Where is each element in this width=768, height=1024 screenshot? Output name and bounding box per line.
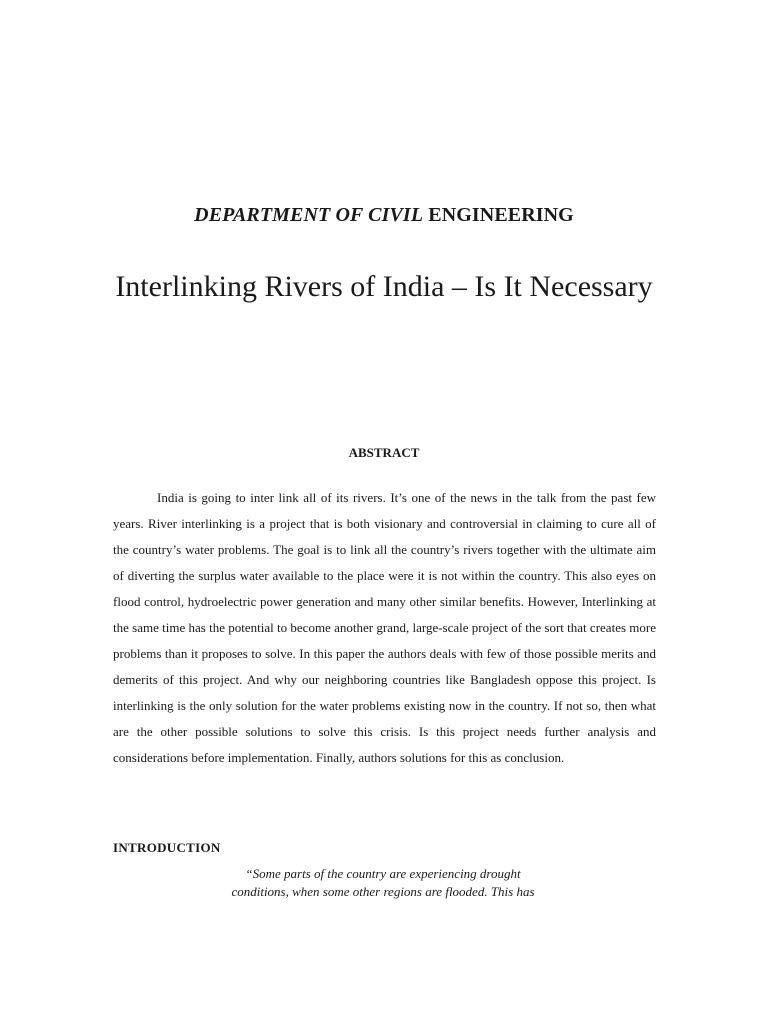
abstract-paragraph: India is going to inter link all of its rivers. It’s one of the news in the talk from the past few years. River interlinking is a project that is both visionary and controversial in claiming to cure all of the country’s water problems. The goal is to link all the country’s rivers together with the ultimate aim of diverting the surplus water available to the place were it is not within the country. This also eyes on flood control, hydroelectric power generation and many other similar benefits. However, Interlinking at the same time has the potential to become another grand, large-scale project of the sort that creates more problems than it proposes to solve. In this paper the authors deals with few of those possible merits and demerits of this project. And why our neighboring countries like Bangladesh oppose this project. Is interlinking is the only solution for the water problems existing now in the country. If not so, then what are the other possible solutions to solve this crisis. Is this project needs further analysis and considerations before implementation. Finally, authors solutions for this as conclusion. xyxy=(113,490,656,765)
paper-title: Interlinking Rivers of India – Is It Necessary xyxy=(115,270,653,303)
department-heading-italic: DEPARTMENT OF CIVIL xyxy=(194,204,424,226)
introduction-quote xyxy=(190,865,576,901)
department-heading xyxy=(0,204,768,227)
quote-line-2: conditions, when some other regions are flooded. This has xyxy=(231,884,535,899)
quote-line-1: “Some parts of the country are experiencing drought xyxy=(245,866,521,881)
introduction-heading: INTRODUCTION xyxy=(113,840,221,855)
abstract-heading: ABSTRACT xyxy=(348,445,420,460)
department-heading-rest: ENGINEERING xyxy=(428,204,574,226)
